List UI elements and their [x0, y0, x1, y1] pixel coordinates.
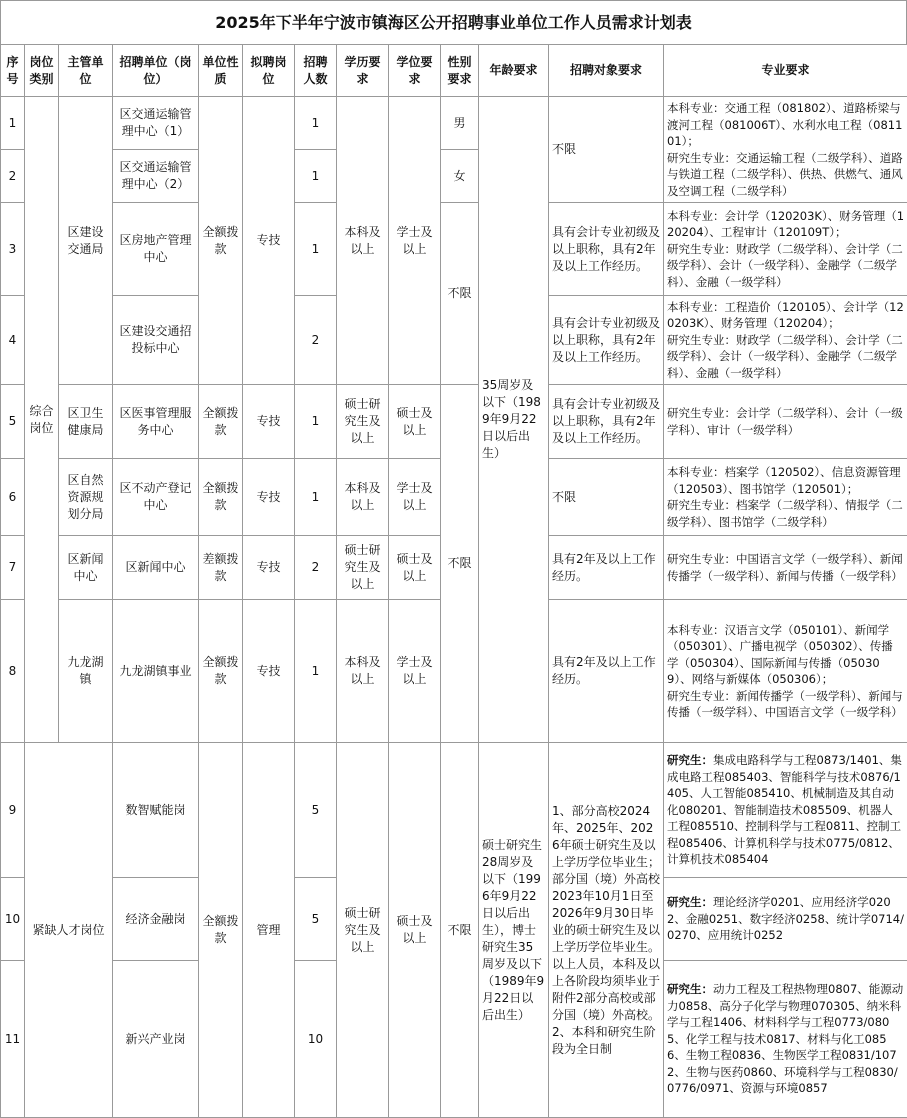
count-cell: 1 [295, 459, 337, 536]
degree-cell: 学士及以上 [389, 459, 441, 536]
major-label: 研究生： [667, 895, 713, 909]
post-cell: 专技 [243, 459, 295, 536]
gender-cell: 不限 [441, 385, 479, 743]
table-row [1, 385, 907, 459]
post-cell: 专技 [243, 97, 295, 385]
unit-cell: 新兴产业岗 [113, 961, 199, 1118]
degree-cell: 硕士及以上 [389, 385, 441, 459]
recruitment-table [0, 44, 907, 1118]
seq-cell: 3 [1, 203, 25, 296]
edu-cell: 本科及以上 [337, 600, 389, 743]
unit-cell: 区交通运输管理中心（2） [113, 150, 199, 203]
edu-cell: 硕士研究生及以上 [337, 743, 389, 1118]
page-title: 2025年下半年宁波市镇海区公开招聘事业单位工作人员需求计划表 [0, 0, 907, 44]
requirement-cell: 具有会计专业初级及以上职称，具有2年及以上工作经历。 [549, 203, 664, 296]
unit-cell: 区交通运输管理中心（1） [113, 97, 199, 150]
count-cell: 2 [295, 536, 337, 600]
count-cell: 10 [295, 961, 337, 1118]
nature-cell: 全额拨款 [199, 385, 243, 459]
dept-cell: 区新闻中心 [59, 536, 113, 600]
table-row [1, 203, 907, 296]
nature-cell: 全额拨款 [199, 600, 243, 743]
header-cell: 序号 [1, 45, 25, 97]
header-cell: 主管单位 [59, 45, 113, 97]
dept-cell: 九龙湖镇 [59, 600, 113, 743]
category-cell: 综合岗位 [25, 97, 59, 743]
edu-cell: 本科及以上 [337, 459, 389, 536]
edu-cell: 本科及以上 [337, 97, 389, 385]
seq-cell: 6 [1, 459, 25, 536]
degree-cell: 学士及以上 [389, 97, 441, 385]
gender-cell: 不限 [441, 203, 479, 385]
edu-cell: 硕士研究生及以上 [337, 536, 389, 600]
seq-cell: 9 [1, 743, 25, 878]
table-row [1, 97, 907, 150]
seq-cell: 4 [1, 296, 25, 385]
gender-cell: 男 [441, 97, 479, 150]
count-cell: 1 [295, 150, 337, 203]
major-label: 研究生： [667, 982, 713, 996]
header-cell: 专业要求 [664, 45, 907, 97]
header-cell: 性别要求 [441, 45, 479, 97]
major-text: 动力工程及工程热物理0807、能源动力0858、高分子化学与物理070305、纳米科学与工程1406、材料科学与工程0773/0805、化学工程与技术0817、材料与化工0856、生物工程0836、生物医学工程0831/1072、生物与医药0860、环境科学与工程0830/0776/0971、资源与环境0857 [667, 982, 903, 1095]
dept-cell: 区自然资源规划分局 [59, 459, 113, 536]
dept-cell: 区建设交通局 [59, 97, 113, 385]
seq-cell: 1 [1, 97, 25, 150]
table-row [1, 743, 907, 878]
count-cell: 5 [295, 743, 337, 878]
header-cell: 招聘对象要求 [549, 45, 664, 97]
count-cell: 1 [295, 600, 337, 743]
unit-cell: 区新闻中心 [113, 536, 199, 600]
header-cell: 招聘人数 [295, 45, 337, 97]
count-cell: 1 [295, 385, 337, 459]
gender-cell: 不限 [441, 743, 479, 1118]
major-cell: 本科专业：工程造价（120105）、会计学（120203K）、财务管理（120204）； 研究生专业：财政学（二级学科）、会计学（二级学科）、会计（一级学科）、金融学（二级学科）、金融（一级学科） [664, 296, 907, 385]
seq-cell: 11 [1, 961, 25, 1118]
major-cell: 本科专业：交通工程（081802）、道路桥梁与渡河工程（081006T）、水利水电工程（081101）； 研究生专业：交通运输工程（二级学科）、道路与铁道工程（二级学科）、供热、供燃气、通风及空调工程（二级学科） [664, 97, 907, 203]
nature-cell: 差额拨款 [199, 536, 243, 600]
post-cell: 专技 [243, 385, 295, 459]
major-cell: 研究生专业：会计学（二级学科）、会计（一级学科）、审计（一级学科） [664, 385, 907, 459]
requirement-cell: 不限 [549, 97, 664, 203]
major-cell: 本科专业：档案学（120502）、信息资源管理（120503）、图书馆学（120501）； 研究生专业：档案学（二级学科）、情报学（二级学科）、图书馆学（二级学科） [664, 459, 907, 536]
nature-cell: 全额拨款 [199, 743, 243, 1118]
edu-cell: 硕士研究生及以上 [337, 385, 389, 459]
header-cell: 年龄要求 [479, 45, 549, 97]
unit-cell: 区不动产登记中心 [113, 459, 199, 536]
unit-cell: 经济金融岗 [113, 878, 199, 961]
major-cell [664, 878, 907, 961]
post-cell: 专技 [243, 600, 295, 743]
nature-cell: 全额拨款 [199, 97, 243, 385]
major-cell: 本科专业：汉语言文学（050101）、新闻学（050301）、广播电视学（050302）、传播学（050304）、国际新闻与传播（050309）、网络与新媒体（050306）； 研究生专业：新闻传播学（一级学科）、新闻与传播（一级学科）、中国语言文学（一级学科） [664, 600, 907, 743]
dept-cell: 区卫生健康局 [59, 385, 113, 459]
requirement-cell: 不限 [549, 459, 664, 536]
major-label: 研究生： [667, 753, 713, 767]
post-cell: 专技 [243, 536, 295, 600]
post-cell: 管理 [243, 743, 295, 1118]
degree-cell: 硕士及以上 [389, 743, 441, 1118]
requirement-cell: 具有2年及以上工作经历。 [549, 600, 664, 743]
major-text: 集成电路科学与工程0873/1401、集成电路工程085403、智能科学与技术0876/1405、人工智能085410、机械制造及其自动化080201、智能制造技术085509、机器人工程085510、控制科学与工程0811、控制工程085406、计算机科学与技术0775/0812、计算机技术085404 [667, 753, 902, 866]
seq-cell: 10 [1, 878, 25, 961]
major-cell: 本科专业：会计学（120203K）、财务管理（120204）、工程审计（120109T）； 研究生专业：财政学（二级学科）、会计学（二级学科）、会计（一级学科）、金融学（二级学科）、金融（一级学科） [664, 203, 907, 296]
unit-cell: 区医事管理服务中心 [113, 385, 199, 459]
requirement-cell: 1、部分高校2024年、2025年、2026年硕士研究生及以上学历学位毕业生；部分国（境）外高校2023年10月1日至2026年9月30日毕业的硕士研究生及以上学历学位毕业生。以上人员，本科及以上各阶段均须毕业于附件2部分高校或部分国（境）外高校。 2、本科和研究生阶段为全日制 [549, 743, 664, 1118]
header-cell: 学历要求 [337, 45, 389, 97]
unit-cell: 区建设交通招投标中心 [113, 296, 199, 385]
header-cell: 岗位类别 [25, 45, 59, 97]
seq-cell: 7 [1, 536, 25, 600]
count-cell: 2 [295, 296, 337, 385]
gender-cell: 女 [441, 150, 479, 203]
major-cell: 研究生专业：中国语言文学（一级学科）、新闻传播学（一级学科）、新闻与传播（一级学科） [664, 536, 907, 600]
requirement-cell: 具有会计专业初级及以上职称，具有2年及以上工作经历。 [549, 296, 664, 385]
count-cell: 1 [295, 97, 337, 150]
unit-cell: 数智赋能岗 [113, 743, 199, 878]
seq-cell: 8 [1, 600, 25, 743]
count-cell: 1 [295, 203, 337, 296]
count-cell: 5 [295, 878, 337, 961]
major-text: 理论经济学0201、应用经济学0202、金融0251、数字经济0258、统计学0714/0270、应用统计0252 [667, 895, 904, 942]
degree-cell: 硕士及以上 [389, 536, 441, 600]
requirement-cell: 具有2年及以上工作经历。 [549, 536, 664, 600]
degree-cell: 学士及以上 [389, 600, 441, 743]
header-row [1, 45, 907, 97]
header-cell: 拟聘岗位 [243, 45, 295, 97]
header-cell: 学位要求 [389, 45, 441, 97]
unit-cell: 区房地产管理中心 [113, 203, 199, 296]
major-cell [664, 961, 907, 1118]
header-cell: 单位性质 [199, 45, 243, 97]
category-cell: 紧缺人才岗位 [25, 743, 113, 1118]
seq-cell: 5 [1, 385, 25, 459]
age-cell: 35周岁及以下（1989年9月22日以后出生） [479, 97, 549, 743]
age-cell: 硕士研究生28周岁及以下（1996年9月22日以后出生），博士研究生35周岁及以下（1989年9月22日以后出生） [479, 743, 549, 1118]
header-cell: 招聘单位（岗位） [113, 45, 199, 97]
major-cell [664, 743, 907, 878]
seq-cell: 2 [1, 150, 25, 203]
nature-cell: 全额拨款 [199, 459, 243, 536]
requirement-cell: 具有会计专业初级及以上职称，具有2年及以上工作经历。 [549, 385, 664, 459]
unit-cell: 九龙湖镇事业 [113, 600, 199, 743]
